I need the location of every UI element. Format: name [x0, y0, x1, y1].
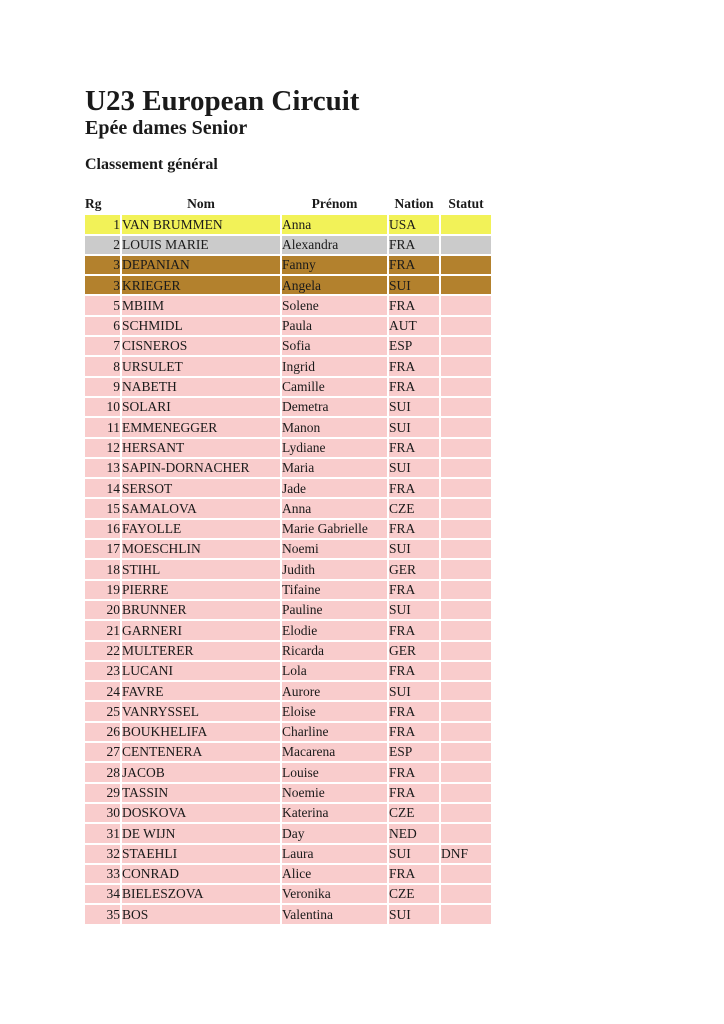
name-cell: CONRAD [122, 865, 280, 883]
rank-cell: 17 [85, 540, 120, 558]
table-row [85, 763, 491, 781]
nation-cell: NED [389, 824, 439, 842]
name-cell: FAYOLLE [122, 520, 280, 538]
table-row [85, 824, 491, 842]
status-cell [441, 601, 491, 619]
name-cell: SERSOT [122, 479, 280, 497]
table-row [85, 642, 491, 660]
status-cell [441, 479, 491, 497]
nation-cell: FRA [389, 621, 439, 639]
page-subtitle: Epée dames Senior [85, 117, 248, 139]
header-row [85, 195, 491, 213]
rank-cell: 34 [85, 885, 120, 903]
table-row [85, 621, 491, 639]
status-cell [441, 702, 491, 720]
nation-cell: ESP [389, 743, 439, 761]
firstname-cell: Charline [282, 723, 387, 741]
rank-cell: 22 [85, 642, 120, 660]
results-table-container [83, 193, 493, 926]
nation-cell: FRA [389, 357, 439, 375]
name-cell: STAEHLI [122, 845, 280, 863]
name-cell: PIERRE [122, 581, 280, 599]
rank-cell: 11 [85, 418, 120, 436]
rank-cell: 32 [85, 845, 120, 863]
column-header-status: Statut [441, 195, 491, 213]
status-cell [441, 418, 491, 436]
table-row [85, 865, 491, 883]
table-row [85, 804, 491, 822]
firstname-cell: Pauline [282, 601, 387, 619]
table-row [85, 215, 491, 233]
status-cell [441, 743, 491, 761]
firstname-cell: Jade [282, 479, 387, 497]
status-cell [441, 357, 491, 375]
status-cell [441, 905, 491, 923]
table-row [85, 682, 491, 700]
firstname-cell: Veronika [282, 885, 387, 903]
table-row [85, 439, 491, 457]
firstname-cell: Anna [282, 215, 387, 233]
nation-cell: SUI [389, 845, 439, 863]
nation-cell: SUI [389, 601, 439, 619]
name-cell: GARNERI [122, 621, 280, 639]
nation-cell: FRA [389, 479, 439, 497]
name-cell: DE WIJN [122, 824, 280, 842]
firstname-cell: Camille [282, 378, 387, 396]
name-cell: BOS [122, 905, 280, 923]
table-row [85, 296, 491, 314]
results-table-body [85, 215, 491, 923]
table-row [85, 743, 491, 761]
table-row [85, 723, 491, 741]
table-row [85, 499, 491, 517]
name-cell: URSULET [122, 357, 280, 375]
nation-cell: GER [389, 642, 439, 660]
rank-cell: 14 [85, 479, 120, 497]
firstname-cell: Tifaine [282, 581, 387, 599]
table-row [85, 276, 491, 294]
status-cell [441, 560, 491, 578]
rank-cell: 9 [85, 378, 120, 396]
firstname-cell: Fanny [282, 256, 387, 274]
table-row [85, 520, 491, 538]
status-cell [441, 784, 491, 802]
rank-cell: 25 [85, 702, 120, 720]
column-header-name: Nom [122, 195, 280, 213]
rank-cell: 2 [85, 236, 120, 254]
status-cell [441, 459, 491, 477]
name-cell: DOSKOVA [122, 804, 280, 822]
firstname-cell: Eloise [282, 702, 387, 720]
name-cell: DEPANIAN [122, 256, 280, 274]
table-row [85, 236, 491, 254]
rank-cell: 24 [85, 682, 120, 700]
status-cell [441, 662, 491, 680]
nation-cell: USA [389, 215, 439, 233]
rank-cell: 3 [85, 256, 120, 274]
firstname-cell: Paula [282, 317, 387, 335]
status-cell [441, 256, 491, 274]
firstname-cell: Sofia [282, 337, 387, 355]
name-cell: SOLARI [122, 398, 280, 416]
rank-cell: 16 [85, 520, 120, 538]
nation-cell: CZE [389, 885, 439, 903]
nation-cell: FRA [389, 702, 439, 720]
nation-cell: FRA [389, 236, 439, 254]
nation-cell: FRA [389, 723, 439, 741]
firstname-cell: Alexandra [282, 236, 387, 254]
name-cell: BRUNNER [122, 601, 280, 619]
firstname-cell: Day [282, 824, 387, 842]
nation-cell: AUT [389, 317, 439, 335]
status-cell [441, 804, 491, 822]
firstname-cell: Ingrid [282, 357, 387, 375]
table-row [85, 560, 491, 578]
firstname-cell: Macarena [282, 743, 387, 761]
rank-cell: 18 [85, 560, 120, 578]
nation-cell: SUI [389, 682, 439, 700]
nation-cell: FRA [389, 662, 439, 680]
status-cell [441, 337, 491, 355]
section-heading: Classement général [85, 156, 218, 173]
firstname-cell: Alice [282, 865, 387, 883]
results-table [83, 193, 493, 926]
rank-cell: 13 [85, 459, 120, 477]
table-row [85, 418, 491, 436]
status-cell: DNF [441, 845, 491, 863]
nation-cell: CZE [389, 804, 439, 822]
firstname-cell: Louise [282, 763, 387, 781]
name-cell: VAN BRUMMEN [122, 215, 280, 233]
table-row [85, 479, 491, 497]
name-cell: STIHL [122, 560, 280, 578]
status-cell [441, 581, 491, 599]
name-cell: LUCANI [122, 662, 280, 680]
name-cell: KRIEGER [122, 276, 280, 294]
rank-cell: 5 [85, 296, 120, 314]
name-cell: HERSANT [122, 439, 280, 457]
rank-cell: 27 [85, 743, 120, 761]
table-row [85, 357, 491, 375]
name-cell: MULTERER [122, 642, 280, 660]
nation-cell: SUI [389, 540, 439, 558]
firstname-cell: Judith [282, 560, 387, 578]
status-cell [441, 520, 491, 538]
nation-cell: FRA [389, 581, 439, 599]
status-cell [441, 317, 491, 335]
status-cell [441, 215, 491, 233]
nation-cell: FRA [389, 378, 439, 396]
status-cell [441, 296, 491, 314]
status-cell [441, 398, 491, 416]
status-cell [441, 540, 491, 558]
rank-cell: 31 [85, 824, 120, 842]
rank-cell: 12 [85, 439, 120, 457]
status-cell [441, 723, 491, 741]
firstname-cell: Solene [282, 296, 387, 314]
rank-cell: 23 [85, 662, 120, 680]
status-cell [441, 885, 491, 903]
firstname-cell: Angela [282, 276, 387, 294]
table-row [85, 662, 491, 680]
rank-cell: 20 [85, 601, 120, 619]
status-cell [441, 499, 491, 517]
nation-cell: FRA [389, 865, 439, 883]
name-cell: LOUIS MARIE [122, 236, 280, 254]
status-cell [441, 236, 491, 254]
nation-cell: GER [389, 560, 439, 578]
rank-cell: 3 [85, 276, 120, 294]
column-header-nation: Nation [389, 195, 439, 213]
firstname-cell: Aurore [282, 682, 387, 700]
nation-cell: SUI [389, 418, 439, 436]
table-row [85, 581, 491, 599]
rank-cell: 30 [85, 804, 120, 822]
firstname-cell: Laura [282, 845, 387, 863]
table-row [85, 905, 491, 923]
name-cell: BOUKHELIFA [122, 723, 280, 741]
firstname-cell: Noemie [282, 784, 387, 802]
nation-cell: SUI [389, 398, 439, 416]
firstname-cell: Demetra [282, 398, 387, 416]
status-cell [441, 439, 491, 457]
name-cell: NABETH [122, 378, 280, 396]
nation-cell: SUI [389, 905, 439, 923]
table-row [85, 601, 491, 619]
status-cell [441, 621, 491, 639]
rank-cell: 6 [85, 317, 120, 335]
nation-cell: SUI [389, 459, 439, 477]
column-header-firstname: Prénom [282, 195, 387, 213]
firstname-cell: Manon [282, 418, 387, 436]
table-row [85, 702, 491, 720]
name-cell: EMMENEGGER [122, 418, 280, 436]
table-row [85, 540, 491, 558]
firstname-cell: Noemi [282, 540, 387, 558]
table-row [85, 459, 491, 477]
rank-cell: 10 [85, 398, 120, 416]
name-cell: MOESCHLIN [122, 540, 280, 558]
firstname-cell: Ricarda [282, 642, 387, 660]
table-row [85, 317, 491, 335]
name-cell: SAPIN-DORNACHER [122, 459, 280, 477]
firstname-cell: Maria [282, 459, 387, 477]
rank-cell: 21 [85, 621, 120, 639]
status-cell [441, 378, 491, 396]
nation-cell: FRA [389, 296, 439, 314]
firstname-cell: Anna [282, 499, 387, 517]
rank-cell: 15 [85, 499, 120, 517]
status-cell [441, 276, 491, 294]
name-cell: CENTENERA [122, 743, 280, 761]
firstname-cell: Lydiane [282, 439, 387, 457]
name-cell: SCHMIDL [122, 317, 280, 335]
nation-cell: FRA [389, 439, 439, 457]
table-row [85, 885, 491, 903]
rank-cell: 29 [85, 784, 120, 802]
rank-cell: 19 [85, 581, 120, 599]
nation-cell: ESP [389, 337, 439, 355]
nation-cell: FRA [389, 763, 439, 781]
rank-cell: 1 [85, 215, 120, 233]
page-title: U23 European Circuit [85, 85, 360, 117]
name-cell: SAMALOVA [122, 499, 280, 517]
name-cell: TASSIN [122, 784, 280, 802]
name-cell: VANRYSSEL [122, 702, 280, 720]
table-row [85, 845, 491, 863]
rank-cell: 7 [85, 337, 120, 355]
table-row [85, 784, 491, 802]
name-cell: CISNEROS [122, 337, 280, 355]
firstname-cell: Lola [282, 662, 387, 680]
rank-cell: 33 [85, 865, 120, 883]
nation-cell: FRA [389, 784, 439, 802]
firstname-cell: Valentina [282, 905, 387, 923]
nation-cell: SUI [389, 276, 439, 294]
firstname-cell: Katerina [282, 804, 387, 822]
nation-cell: CZE [389, 499, 439, 517]
rank-cell: 26 [85, 723, 120, 741]
name-cell: JACOB [122, 763, 280, 781]
name-cell: FAVRE [122, 682, 280, 700]
table-row [85, 378, 491, 396]
status-cell [441, 763, 491, 781]
table-row [85, 398, 491, 416]
status-cell [441, 865, 491, 883]
firstname-cell: Elodie [282, 621, 387, 639]
status-cell [441, 642, 491, 660]
status-cell [441, 824, 491, 842]
nation-cell: FRA [389, 256, 439, 274]
rank-cell: 35 [85, 905, 120, 923]
name-cell: BIELESZOVA [122, 885, 280, 903]
firstname-cell: Marie Gabrielle [282, 520, 387, 538]
table-row [85, 337, 491, 355]
name-cell: MBIIM [122, 296, 280, 314]
nation-cell: FRA [389, 520, 439, 538]
column-header-rank: Rg [85, 195, 120, 213]
rank-cell: 8 [85, 357, 120, 375]
rank-cell: 28 [85, 763, 120, 781]
status-cell [441, 682, 491, 700]
table-row [85, 256, 491, 274]
